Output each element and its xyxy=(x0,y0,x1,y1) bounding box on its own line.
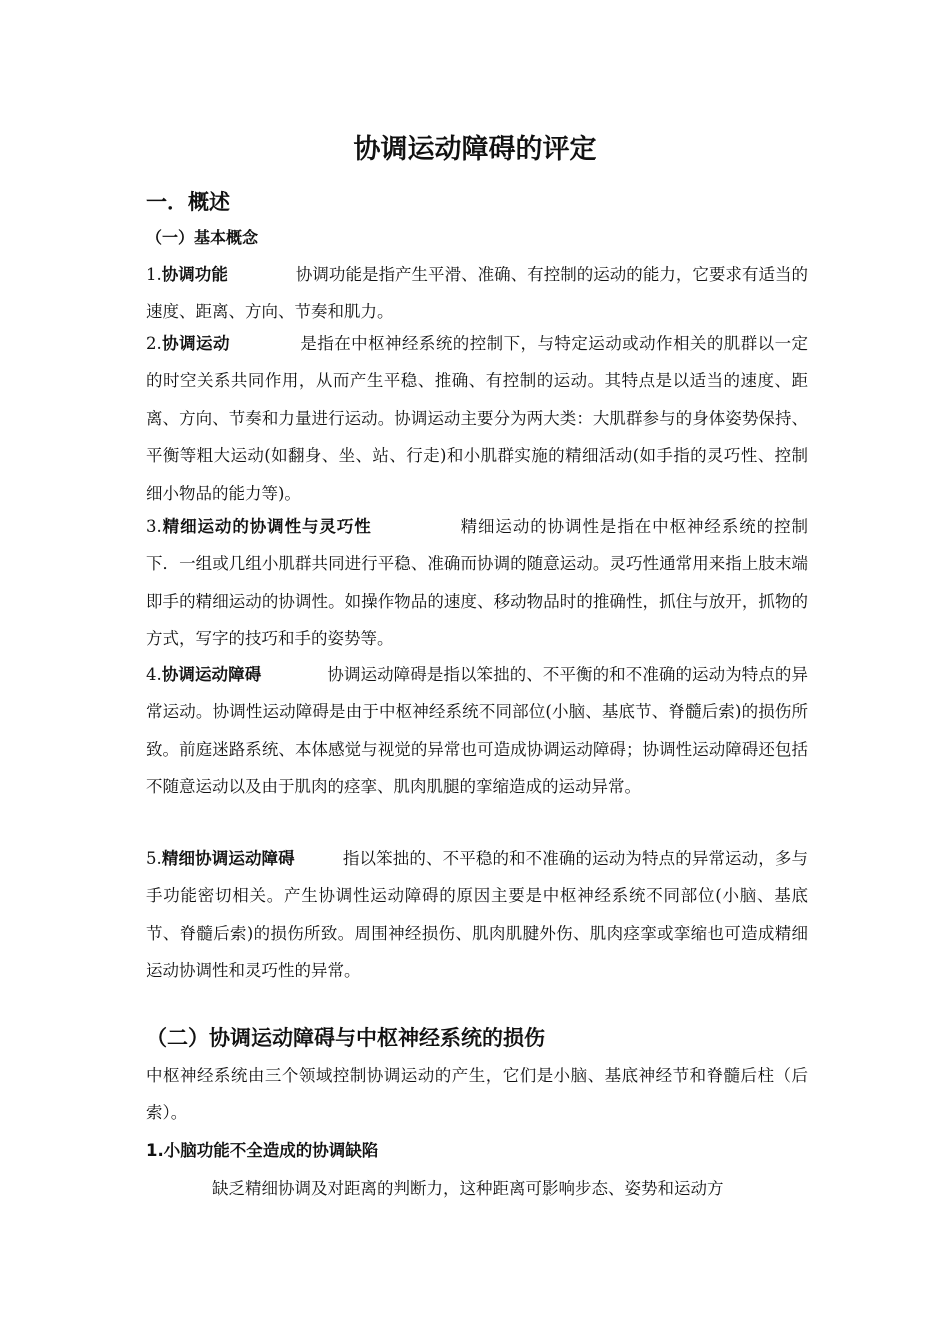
paragraph-item-5 xyxy=(146,840,808,990)
item-term: 精细协调运动障碍 xyxy=(161,849,295,868)
item-number: 2. xyxy=(146,334,162,353)
subsection-heading: （一）基本概念 xyxy=(146,228,259,247)
section-heading-2: （二）协调运动障碍与中枢神经系统的损伤 xyxy=(146,1026,545,1050)
item-term: 协调功能 xyxy=(161,265,228,284)
item-text: 精细运动的协调性是指在中枢神经系统的控制下．一组或几组小肌群共同进行平稳、准确而协调的随意运动。灵巧性通常用来指上肢末端即手的精细运动的协调性。如操作物品的速度、移动物品时的推确性，抓住与放开，抓物的方式，写字的技巧和手的姿势等。 xyxy=(146,517,809,649)
paragraph-item-4 xyxy=(146,656,808,806)
subsection-paragraph: 缺乏精细协调及对距离的判断力，这种距离可影响步态、姿势和运动方 xyxy=(212,1179,724,1198)
item-text: 协调功能是指产生平滑、准确、有控制的运动的能力，它要求有适当的速度、距离、方向、节奏和肌力。 xyxy=(146,265,809,322)
item-number: 5. xyxy=(146,849,162,868)
item-text: 协调运动障碍是指以笨拙的、不平衡的和不准确的运动为特点的异常运动。协调性运动障碍是由于中枢神经系统不同部位(小脑、基底节、脊髓后索)的损伤所致。前庭迷路系统、本体感觉与视觉的异常也可造成协调运动障碍；协调性运动障碍还包括不随意运动以及由于肌肉的痉挛、肌肉肌腿的挛缩造成的运动异常。 xyxy=(146,665,809,797)
paragraph-item-1 xyxy=(146,256,808,331)
section2-intro: 中枢神经系统由三个领域控制协调运动的产生，它们是小脑、基底神经节和脊髓后柱（后索）。 xyxy=(146,1066,808,1123)
item-number: 3. xyxy=(146,517,162,536)
item-term: 协调运动障碍 xyxy=(161,665,262,684)
item-text: 是指在中枢神经系统的控制下，与特定运动或动作相关的肌群以一定的时空关系共同作用，从而产生平稳、推确、有控制的运动。其特点是以适当的速度、距离、方向、节奏和力量进行运动。协调运动主要分为两大类：大肌群参与的身体姿势保持、平衡等粗大运动(如翻身、坐、站、行走)和小肌群实施的精细活动(如手指的灵巧性、控制细小物品的能力等)。 xyxy=(146,334,809,503)
item-term: 精细运动的协调性与灵巧性 xyxy=(161,517,372,536)
page-title: 协调运动障碍的评定 xyxy=(353,134,597,165)
paragraph-item-2 xyxy=(146,325,808,512)
item-number: 4. xyxy=(146,665,162,684)
paragraph-item-3 xyxy=(146,508,808,658)
subsection-title: 1.小脑功能不全造成的协调缺陷 xyxy=(146,1141,379,1160)
item-number: 1. xyxy=(146,265,162,284)
section-heading: 一．概述 xyxy=(146,190,230,214)
item-text: 指以笨拙的、不平稳的和不准确的运动为特点的异常运动，多与手功能密切相关。产生协调性运动障碍的原因主要是中枢神经系统不同部位(小脑、基底节、脊髓后索)的损伤所致。周围神经损伤、肌肉肌腱外伤、肌肉痉挛或挛缩也可造成精细运动协调性和灵巧性的异常。 xyxy=(146,849,809,981)
item-term: 协调运动 xyxy=(161,334,230,353)
